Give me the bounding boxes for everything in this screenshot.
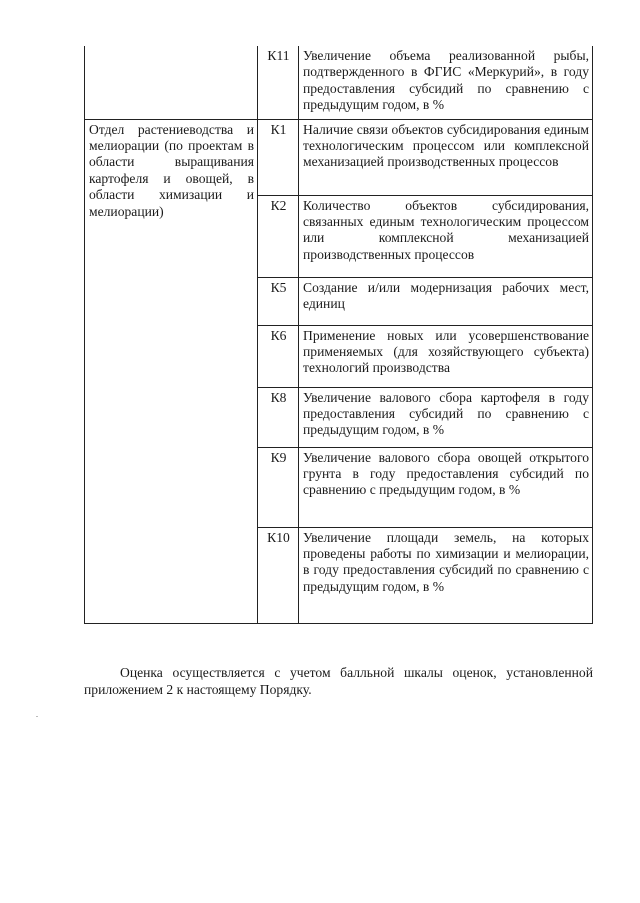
criteria-table [84,46,593,624]
department-cell-empty [85,46,258,119]
criterion-description: Увеличение валового сбора картофеля в году предоставления субсидий по сравнению с предыдущим годом, в % [299,387,593,447]
criterion-code: К6 [258,325,299,387]
criterion-description: Применение новых или усовершенствование применяемых (для хозяйствующего субъекта) технологий производства [299,325,593,387]
criterion-code: К11 [258,46,299,119]
criterion-description: Увеличение валового сбора овощей открытого грунта в году предоставления субсидий по сравнению с предыдущим годом, в % [299,447,593,527]
criterion-code: К10 [258,527,299,623]
criterion-description: Увеличение объема реализованной рыбы, подтвержденного в ФГИС «Меркурий», в году предоставления субсидий по сравнению с предыдущим годом, в % [299,46,593,119]
table-row [85,119,593,195]
criterion-description: Увеличение площади земель, на которых проведены работы по химизации и мелиорации, в году предоставления субсидий по сравнению с предыдущим годом, в % [299,527,593,623]
criterion-description: Количество объектов субсидирования, связанных единым технологическим процессом или комплексной механизацией производственных процессов [299,195,593,277]
scan-speck [36,716,38,717]
criterion-code: К8 [258,387,299,447]
criterion-code: К1 [258,119,299,195]
department-cell: Отдел растениеводства и мелиорации (по проектам в области выращивания картофеля и овощей, в области химизации и мелиорации) [85,119,258,623]
criterion-description: Создание и/или модернизация рабочих мест, единиц [299,277,593,325]
criterion-code: К9 [258,447,299,527]
criterion-code: К2 [258,195,299,277]
table-row [85,46,593,119]
criterion-code: К5 [258,277,299,325]
footer-paragraph: Оценка осуществляется с учетом балльной шкалы оценок, установленной приложением 2 к настоящему Порядку. [84,664,593,697]
criterion-description: Наличие связи объектов субсидирования единым технологическим процессом или комплексной механизацией производственных процессов [299,119,593,195]
